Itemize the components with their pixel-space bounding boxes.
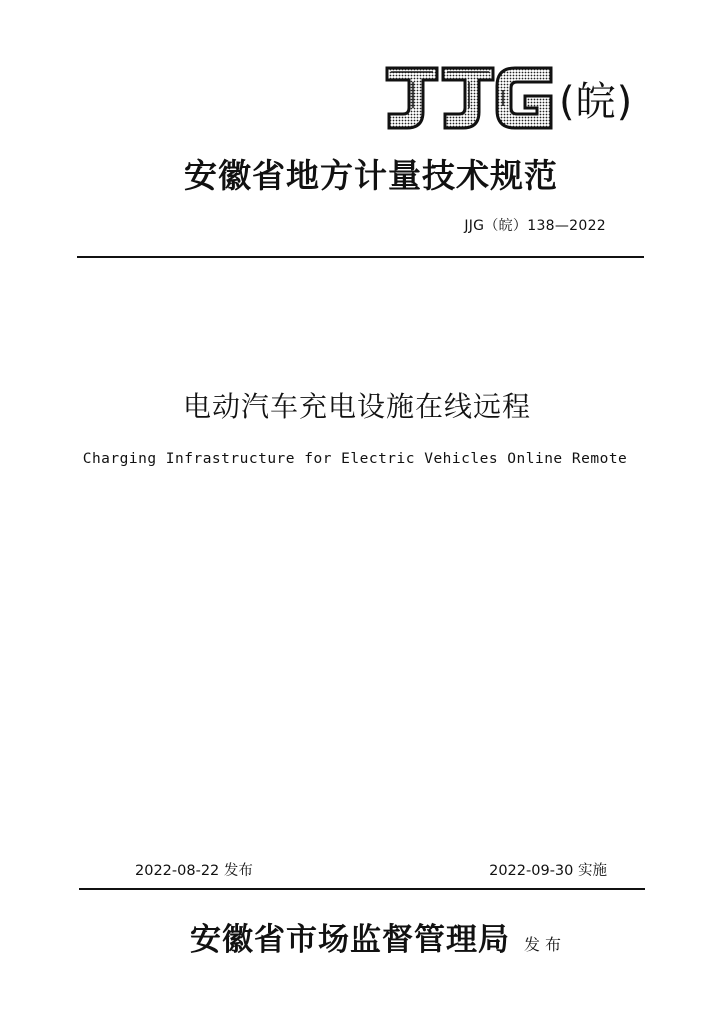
standard-logo: [383, 62, 633, 134]
jjg-logo-mark: [383, 62, 555, 134]
issue-date: 2022-08-22 发布: [135, 863, 253, 879]
standard-number: JJG（皖）138—2022: [464, 218, 606, 234]
document-title-zh: 电动汽车充电设施在线远程: [182, 390, 531, 423]
publisher-line: [0, 914, 724, 959]
top-divider: [77, 256, 644, 258]
publisher-name: 安徽省市场监督管理局: [189, 922, 510, 958]
implementation-date: 2022-09-30 实施: [489, 863, 607, 879]
logo-letter-j2: [443, 68, 493, 128]
logo-province-suffix: (皖): [559, 79, 634, 125]
logo-letter-g: [497, 68, 551, 128]
publish-label: 发布: [523, 935, 566, 954]
document-title-en: Charging Infrastructure for Electric Vehicles Online Remote: [82, 451, 628, 467]
logo-letter-j1: [387, 68, 437, 128]
series-title: 安徽省地方计量技术规范: [184, 156, 558, 195]
bottom-divider: [79, 888, 645, 890]
